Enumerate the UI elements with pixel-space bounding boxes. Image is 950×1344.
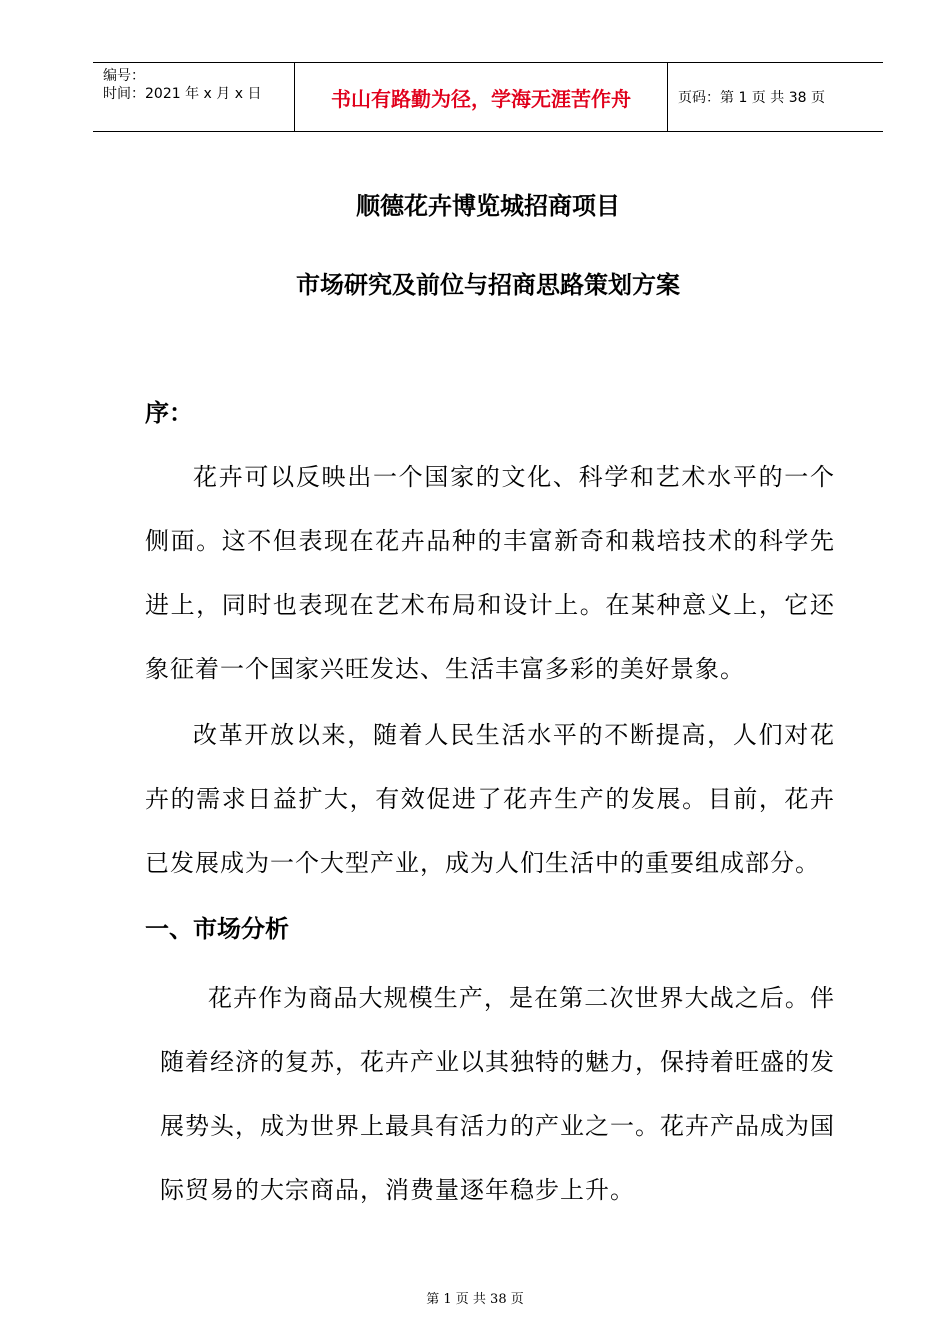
header-motto-cell bbox=[295, 63, 668, 131]
document-title-line2: 市场研究及前位与招商思路策划方案 bbox=[296, 271, 680, 299]
preface-heading: 序： bbox=[145, 399, 193, 427]
header-page-info: 页码：第 1 页 共 38 页 bbox=[678, 90, 825, 106]
page-footer: 第 1 页 共 38 页 bbox=[426, 1292, 524, 1307]
time-label: 时间：2021 年 x 月 x 日 bbox=[103, 86, 262, 102]
number-label: 编号： bbox=[103, 68, 145, 84]
document-title-line1: 顺德花卉博览城招商项目 bbox=[356, 192, 620, 220]
market-analysis-paragraph: 花卉作为商品大规模生产，是在第二次世界大战之后。伴随着经济的复苏，花卉产业以其独特的魅力，保持着旺盛的发展势头，成为世界上最具有活力的产业之一。花卉产品成为国际贸易的大宗商品，消费量逐年稳步上升。 bbox=[160, 984, 835, 1204]
market-analysis-heading: 一、市场分析 bbox=[145, 915, 289, 943]
header-meta bbox=[93, 63, 295, 131]
preface-paragraph-1: 花卉可以反映出一个国家的文化、科学和艺术水平的一个侧面。这不但表现在花卉品种的丰富新奇和栽培技术的科学先进上，同时也表现在艺术布局和设计上。在某种意义上，它还象征着一个国家兴旺发达、生活丰富多彩的美好景象。 bbox=[145, 463, 835, 683]
motto-text: 书山有路勤为径，学海无涯苦作舟 bbox=[331, 86, 631, 111]
header-table bbox=[93, 62, 883, 132]
preface-paragraph-2: 改革开放以来，随着人民生活水平的不断提高，人们对花卉的需求日益扩大，有效促进了花卉生产的发展。目前，花卉已发展成为一个大型产业，成为人们生活中的重要组成部分。 bbox=[145, 721, 835, 877]
